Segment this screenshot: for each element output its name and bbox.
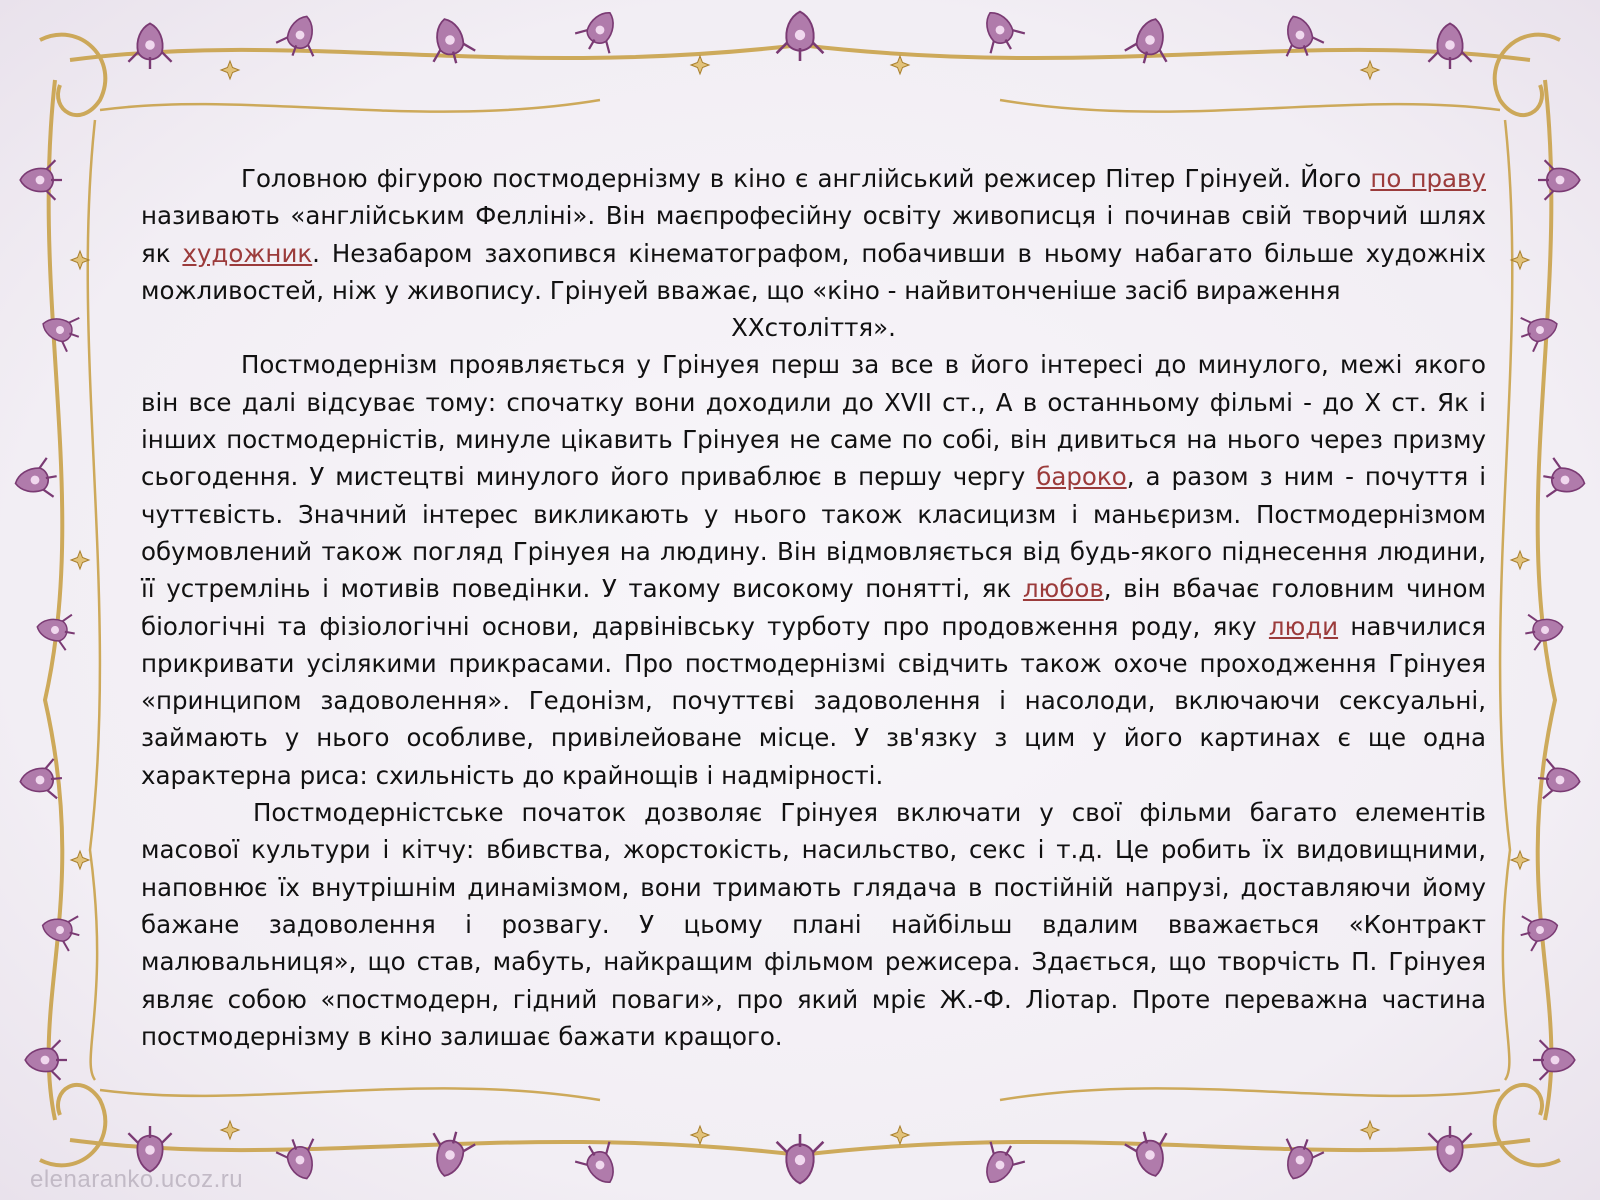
link-baroko[interactable]: бароко xyxy=(1036,462,1127,492)
paragraph-1-text-1: Головною фігурою постмодернізму в кіно є англійський режисер Пітер Грінуей. Його xyxy=(241,164,1371,193)
paragraph-1-tail: ХХстоліття». xyxy=(731,313,896,343)
paragraph-3 xyxy=(141,794,1486,1055)
paragraph-2-text-3: , він вбачає головним чином біологічні та фізіологічні основи, дарвінівську турботу про продовження роду, яку xyxy=(141,574,1487,641)
link-khudozhnyk[interactable]: художник xyxy=(182,238,313,268)
link-lyudy[interactable]: люди xyxy=(1268,611,1339,641)
paragraph-3-text-1: Постмодерністське початок дозволяє Грінуея включати у свої фільми багато елементів масової культури і кітчу: вбивства, жорстокість, насильство, секс і т.д. Це робить їх видовищними, наповнює їх внутрішнім динамізмом, вони тримають глядача в постійній напрузі, доставляючи йому бажане задоволення і розвагу. У цьому плані найбільш вдалим вважається «Контракт малювальниця», що став, мабуть, найкращим фільмом режисера. Здається, що творчість П. Грінуея являє собою «постмодерн, гідний поваги», про який мріє Ж.-Ф. Ліотар. Проте переважна частина постмодернізму в кіно залишає бажати кращого. xyxy=(141,798,1486,1051)
paragraph-1 xyxy=(141,160,1486,309)
paragraph-2-text-4: навчилися прикривати усілякими прикрасами. Про постмодернізмі свідчить також охоче проходження Грінуея «принципом задоволення». Гедонізм, почуттєві задоволення і насолоди, включаючи сексуальні, займають у нього особливе, привілейоване місце. У зв'язку з цим у його картинах є ще одна характерна риса: схильність до крайнощів і надмірності. xyxy=(141,611,1486,790)
paragraph-2-text-1: Постмодернізм проявляється у Грінуея перш за все в його інтересі до минулого, межі якого він все далі відсуває тому: спочатку вони доходили до XVII ст., А в останньому фільмі - до X ст. Як і інших постмодерністів, минуле цікавить Грінуея не саме по собі, він дивиться на нього через призму сьогодення. У мистецтві минулого його приваблює в першу чергу xyxy=(141,350,1486,492)
paragraph-2 xyxy=(141,346,1486,794)
paragraph-2-text-2: , а разом з ним - почуття і чуттєвість. Значний інтерес викликають у нього також класицизм і маньєризм. Постмодернізмом обумовлений також погляд Грінуея на людину. Він відмовляється від будь-якого піднесення людини, її устремлінь і мотивів поведінки. У такому високому понятті, як xyxy=(141,462,1487,604)
main-text xyxy=(141,160,1486,1055)
link-lyubov[interactable]: любов xyxy=(1022,574,1104,604)
watermark: elenaranko.ucoz.ru xyxy=(30,1166,244,1193)
paragraph-1-text-2: називають «англійським Фелліні». Він маєпрофесійну освіту живописця і починав свій творчий шлях як xyxy=(141,201,1486,268)
paragraph-1-text-3: . Незабаром захопився кінематографом, побачивши в ньому набагато більше художніх можливостей, ніж у живопису. Грінуей вважає, що «кіно - найвитонченіше засіб вираження xyxy=(141,238,1487,305)
link-po-pravu[interactable]: по праву xyxy=(1370,164,1486,193)
